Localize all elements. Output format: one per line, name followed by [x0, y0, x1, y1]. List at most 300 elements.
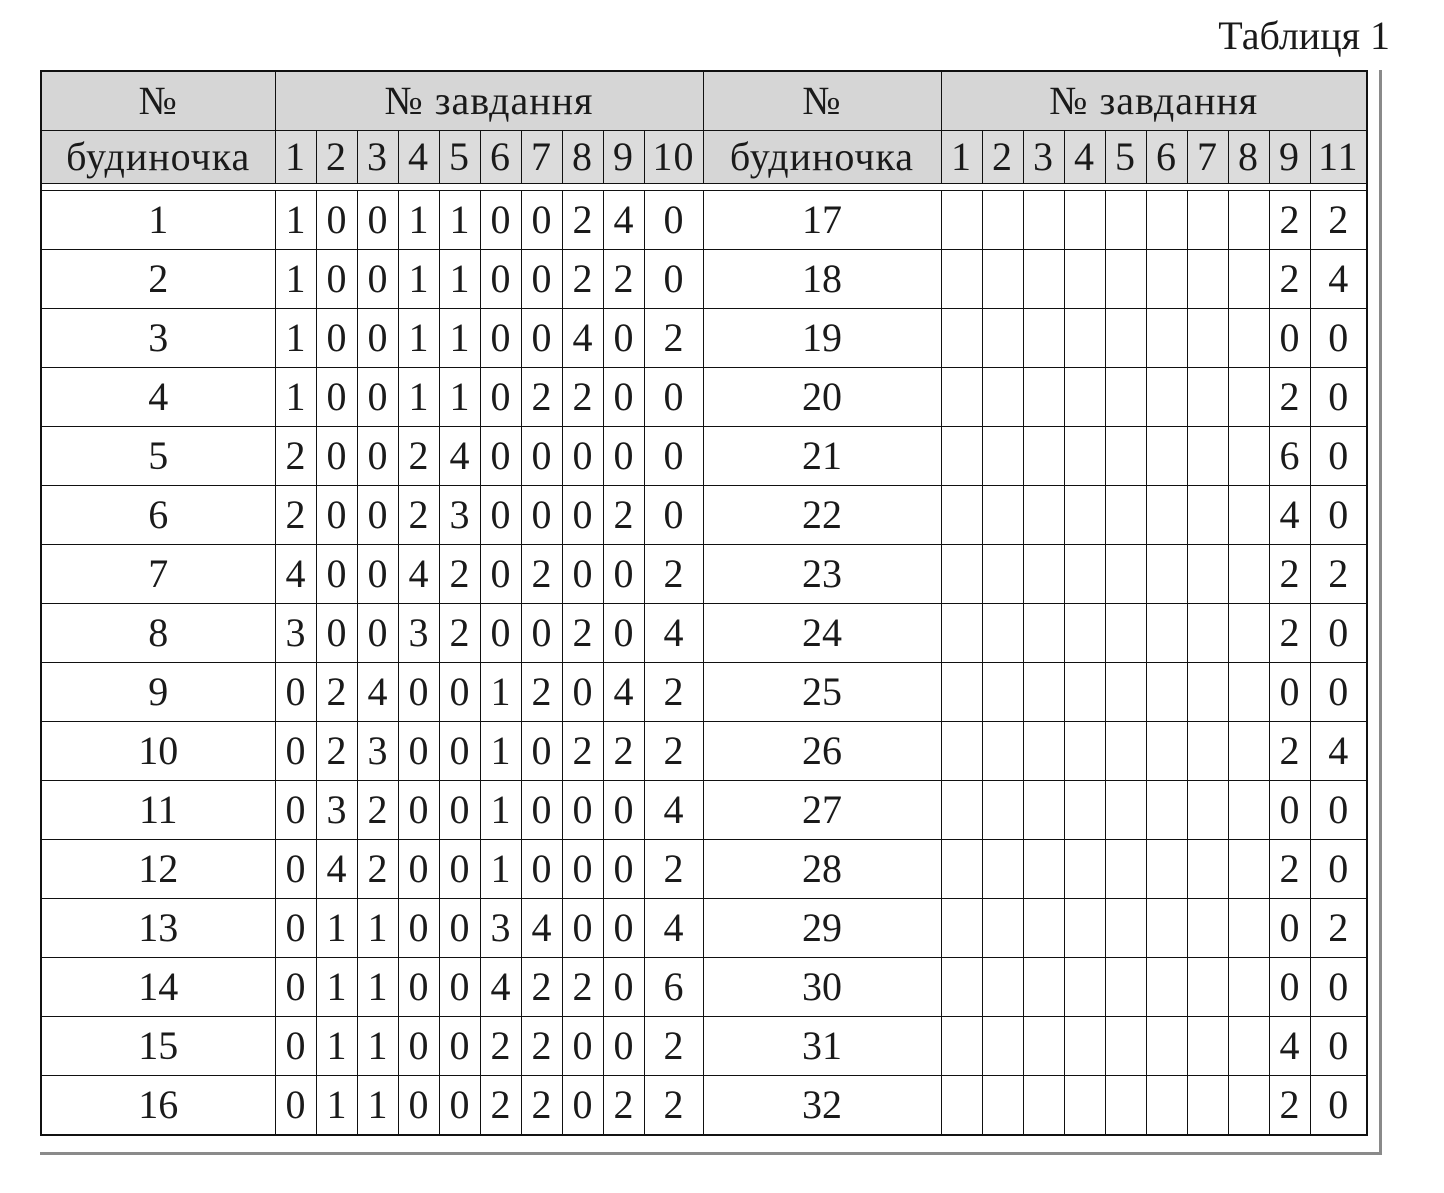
- score-cell: 0: [603, 545, 644, 604]
- score-cell: 1: [398, 191, 439, 250]
- score-cell: 1: [480, 840, 521, 899]
- left-task-number: 8: [562, 131, 603, 184]
- score-cell: [1146, 250, 1187, 309]
- score-cell: 0: [521, 840, 562, 899]
- score-cell: 0: [603, 1017, 644, 1076]
- score-cell: 1: [275, 250, 316, 309]
- left-task-number: 10: [644, 131, 703, 184]
- score-cell: [1228, 781, 1269, 840]
- score-cell: [1187, 958, 1228, 1017]
- right-task-number: 3: [1023, 131, 1064, 184]
- score-cell: [1187, 545, 1228, 604]
- score-cell: [1064, 604, 1105, 663]
- score-cell: [1064, 722, 1105, 781]
- right-task-number: 11: [1310, 131, 1367, 184]
- score-cell: 0: [644, 486, 703, 545]
- score-cell: 0: [644, 368, 703, 427]
- house-number: 7: [41, 545, 275, 604]
- score-cell: 2: [521, 1076, 562, 1136]
- right-task-number: 2: [982, 131, 1023, 184]
- house-number: 17: [703, 191, 941, 250]
- score-cell: 0: [1269, 663, 1310, 722]
- score-cell: [1064, 663, 1105, 722]
- score-cell: 4: [275, 545, 316, 604]
- score-cell: 0: [521, 191, 562, 250]
- score-cell: 2: [1269, 545, 1310, 604]
- score-cell: 0: [439, 663, 480, 722]
- score-cell: 3: [275, 604, 316, 663]
- score-cell: 0: [644, 250, 703, 309]
- score-cell: [1105, 781, 1146, 840]
- score-cell: 0: [562, 1076, 603, 1136]
- score-cell: [1064, 191, 1105, 250]
- score-cell: 0: [480, 427, 521, 486]
- right-task-number: 5: [1105, 131, 1146, 184]
- score-cell: [1146, 958, 1187, 1017]
- house-number: 1: [41, 191, 275, 250]
- score-cell: 2: [1310, 899, 1367, 958]
- score-cell: [1228, 545, 1269, 604]
- score-cell: 1: [398, 368, 439, 427]
- score-cell: 1: [439, 250, 480, 309]
- score-cell: 0: [1310, 958, 1367, 1017]
- score-cell: 2: [1269, 722, 1310, 781]
- left-task-number: 4: [398, 131, 439, 184]
- score-cell: [1228, 722, 1269, 781]
- score-cell: 2: [1269, 840, 1310, 899]
- score-cell: 1: [398, 309, 439, 368]
- house-number: 8: [41, 604, 275, 663]
- score-cell: 0: [398, 958, 439, 1017]
- score-cell: [1187, 840, 1228, 899]
- table-row: [41, 545, 1367, 604]
- score-cell: 0: [562, 840, 603, 899]
- score-cell: [1105, 250, 1146, 309]
- score-cell: 0: [357, 309, 398, 368]
- house-number: 22: [703, 486, 941, 545]
- score-cell: [982, 1017, 1023, 1076]
- score-cell: 2: [603, 486, 644, 545]
- score-cell: 1: [357, 899, 398, 958]
- score-cell: 2: [521, 663, 562, 722]
- score-cell: 0: [480, 368, 521, 427]
- house-number: 5: [41, 427, 275, 486]
- score-cell: 2: [480, 1076, 521, 1136]
- score-cell: 0: [275, 663, 316, 722]
- score-cell: 0: [480, 309, 521, 368]
- score-cell: 0: [439, 1017, 480, 1076]
- score-cell: [1187, 899, 1228, 958]
- score-cell: [941, 840, 982, 899]
- house-number: 24: [703, 604, 941, 663]
- score-cell: 0: [439, 899, 480, 958]
- score-cell: 2: [1269, 250, 1310, 309]
- score-cell: [982, 840, 1023, 899]
- score-cell: 4: [439, 427, 480, 486]
- score-cell: 0: [398, 899, 439, 958]
- left-house-label-top: №: [41, 71, 275, 131]
- score-cell: 2: [603, 1076, 644, 1136]
- score-cell: 0: [480, 486, 521, 545]
- score-cell: 4: [1310, 722, 1367, 781]
- score-cell: 0: [357, 545, 398, 604]
- house-number: 11: [41, 781, 275, 840]
- left-task-number: 9: [603, 131, 644, 184]
- score-cell: [1064, 899, 1105, 958]
- left-task-number: 5: [439, 131, 480, 184]
- score-cell: 3: [357, 722, 398, 781]
- score-cell: [941, 1017, 982, 1076]
- score-cell: [1023, 191, 1064, 250]
- score-cell: [1187, 368, 1228, 427]
- table-row: [41, 250, 1367, 309]
- score-cell: 1: [480, 781, 521, 840]
- house-number: 14: [41, 958, 275, 1017]
- score-cell: 4: [357, 663, 398, 722]
- right-task-number: 4: [1064, 131, 1105, 184]
- score-cell: 0: [316, 545, 357, 604]
- score-cell: [982, 663, 1023, 722]
- score-cell: 1: [439, 368, 480, 427]
- score-cell: 0: [316, 191, 357, 250]
- table-row: [41, 840, 1367, 899]
- score-cell: 0: [398, 1076, 439, 1136]
- score-cell: [1228, 840, 1269, 899]
- header-row-bottom: [41, 131, 1367, 184]
- house-number: 26: [703, 722, 941, 781]
- score-cell: [1187, 1076, 1228, 1136]
- score-cell: [941, 1076, 982, 1136]
- score-cell: 0: [1269, 899, 1310, 958]
- score-cell: 0: [603, 427, 644, 486]
- score-cell: 4: [1269, 486, 1310, 545]
- house-number: 12: [41, 840, 275, 899]
- house-number: 19: [703, 309, 941, 368]
- table-caption: Таблиця 1: [1218, 13, 1390, 58]
- score-cell: [1105, 191, 1146, 250]
- score-cell: 2: [439, 545, 480, 604]
- left-task-number: 3: [357, 131, 398, 184]
- score-cell: 0: [1310, 309, 1367, 368]
- score-cell: 0: [603, 958, 644, 1017]
- score-cell: 0: [1269, 781, 1310, 840]
- table-row: [41, 191, 1367, 250]
- house-number: 3: [41, 309, 275, 368]
- score-cell: 4: [521, 899, 562, 958]
- score-cell: 0: [521, 781, 562, 840]
- score-cell: 1: [398, 250, 439, 309]
- score-cell: 0: [480, 191, 521, 250]
- score-cell: 2: [398, 486, 439, 545]
- score-cell: 0: [316, 427, 357, 486]
- score-cell: [941, 368, 982, 427]
- score-cell: 2: [644, 1017, 703, 1076]
- house-number: 10: [41, 722, 275, 781]
- score-cell: [1146, 368, 1187, 427]
- score-cell: 1: [275, 309, 316, 368]
- score-cell: [1228, 604, 1269, 663]
- score-cell: 1: [316, 1017, 357, 1076]
- score-cell: [1064, 486, 1105, 545]
- score-cell: 2: [521, 368, 562, 427]
- score-cell: 0: [1310, 368, 1367, 427]
- score-cell: 1: [480, 722, 521, 781]
- score-cell: 2: [275, 427, 316, 486]
- score-cell: 0: [398, 722, 439, 781]
- right-house-label-bottom: будиночка: [703, 131, 941, 184]
- score-cell: [982, 604, 1023, 663]
- score-cell: 4: [1269, 1017, 1310, 1076]
- score-cell: [1146, 309, 1187, 368]
- score-cell: 0: [316, 486, 357, 545]
- score-cell: 2: [521, 958, 562, 1017]
- header-row-top: [41, 71, 1367, 131]
- score-cell: 4: [603, 191, 644, 250]
- score-cell: [1064, 368, 1105, 427]
- score-cell: 0: [275, 1076, 316, 1136]
- house-number: 25: [703, 663, 941, 722]
- score-cell: 0: [562, 663, 603, 722]
- score-cell: [1146, 486, 1187, 545]
- score-cell: [1228, 663, 1269, 722]
- score-cell: 2: [1269, 368, 1310, 427]
- score-cell: 0: [480, 604, 521, 663]
- score-cell: 1: [480, 663, 521, 722]
- score-cell: 0: [1310, 781, 1367, 840]
- score-cell: [982, 958, 1023, 1017]
- house-number: 30: [703, 958, 941, 1017]
- score-cell: [1228, 191, 1269, 250]
- score-cell: 1: [316, 1076, 357, 1136]
- score-cell: 1: [357, 958, 398, 1017]
- score-cell: 4: [562, 309, 603, 368]
- score-cell: [1146, 1017, 1187, 1076]
- house-number: 6: [41, 486, 275, 545]
- score-cell: 2: [562, 191, 603, 250]
- score-cell: [941, 427, 982, 486]
- score-cell: [1064, 1017, 1105, 1076]
- score-cell: [1105, 840, 1146, 899]
- score-cell: 2: [521, 545, 562, 604]
- score-cell: 0: [316, 604, 357, 663]
- score-cell: [1228, 309, 1269, 368]
- house-number: 15: [41, 1017, 275, 1076]
- score-cell: 0: [275, 1017, 316, 1076]
- left-task-number: 1: [275, 131, 316, 184]
- score-cell: 0: [439, 840, 480, 899]
- score-cell: 0: [562, 1017, 603, 1076]
- score-cell: 0: [439, 722, 480, 781]
- score-cell: 0: [644, 427, 703, 486]
- score-cell: [1187, 781, 1228, 840]
- score-cell: [1146, 427, 1187, 486]
- score-cell: [1146, 781, 1187, 840]
- right-task-number: 1: [941, 131, 982, 184]
- score-cell: [1228, 427, 1269, 486]
- left-house-label-bottom: будиночка: [41, 131, 275, 184]
- score-cell: [1064, 840, 1105, 899]
- score-cell: 0: [1310, 1017, 1367, 1076]
- score-cell: [1064, 545, 1105, 604]
- score-cell: [1023, 250, 1064, 309]
- score-cell: 0: [1310, 427, 1367, 486]
- table-row: [41, 663, 1367, 722]
- score-cell: 1: [357, 1017, 398, 1076]
- score-cell: 2: [644, 663, 703, 722]
- score-cell: [941, 899, 982, 958]
- score-cell: [1105, 604, 1146, 663]
- score-cell: 4: [644, 781, 703, 840]
- score-cell: 2: [562, 604, 603, 663]
- house-number: 29: [703, 899, 941, 958]
- score-cell: 0: [1310, 486, 1367, 545]
- house-number: 4: [41, 368, 275, 427]
- score-cell: 0: [521, 486, 562, 545]
- score-cell: [1146, 604, 1187, 663]
- score-cell: 0: [562, 899, 603, 958]
- left-task-number: 6: [480, 131, 521, 184]
- score-cell: 3: [439, 486, 480, 545]
- score-cell: 0: [480, 250, 521, 309]
- score-cell: [1187, 427, 1228, 486]
- score-cell: 1: [275, 191, 316, 250]
- score-cell: [1023, 722, 1064, 781]
- score-cell: [1228, 1017, 1269, 1076]
- score-cell: [982, 191, 1023, 250]
- score-cell: [1023, 958, 1064, 1017]
- score-cell: 0: [1269, 309, 1310, 368]
- house-number: 21: [703, 427, 941, 486]
- score-cell: [982, 309, 1023, 368]
- score-cell: [941, 309, 982, 368]
- table-row: [41, 309, 1367, 368]
- score-cell: [1023, 486, 1064, 545]
- table-row: [41, 604, 1367, 663]
- score-cell: [1187, 1017, 1228, 1076]
- house-number: 28: [703, 840, 941, 899]
- score-cell: [941, 604, 982, 663]
- score-cell: [1023, 368, 1064, 427]
- score-cell: 1: [439, 309, 480, 368]
- score-cell: 0: [357, 368, 398, 427]
- score-cell: [1146, 899, 1187, 958]
- score-cell: [941, 722, 982, 781]
- score-cell: [1187, 604, 1228, 663]
- score-cell: 0: [316, 368, 357, 427]
- score-cell: 0: [398, 1017, 439, 1076]
- table-row: [41, 1017, 1367, 1076]
- score-cell: 0: [275, 840, 316, 899]
- score-cell: [1023, 899, 1064, 958]
- score-cell: [1105, 722, 1146, 781]
- score-cell: 2: [275, 486, 316, 545]
- score-cell: [1023, 781, 1064, 840]
- score-cell: 1: [316, 899, 357, 958]
- score-cell: 4: [1310, 250, 1367, 309]
- house-number: 16: [41, 1076, 275, 1136]
- score-cell: 2: [1310, 545, 1367, 604]
- score-cell: [1228, 368, 1269, 427]
- score-cell: [1105, 309, 1146, 368]
- score-cell: [1146, 840, 1187, 899]
- score-cell: 2: [316, 722, 357, 781]
- score-cell: 0: [357, 191, 398, 250]
- score-cell: 2: [1269, 604, 1310, 663]
- house-number: 23: [703, 545, 941, 604]
- score-cell: 0: [439, 781, 480, 840]
- score-cell: [982, 486, 1023, 545]
- score-cell: 2: [439, 604, 480, 663]
- score-cell: 0: [603, 781, 644, 840]
- score-cell: [1187, 250, 1228, 309]
- score-cell: 0: [644, 191, 703, 250]
- table-row: [41, 781, 1367, 840]
- score-cell: 2: [644, 309, 703, 368]
- score-cell: [1146, 722, 1187, 781]
- score-cell: [1105, 427, 1146, 486]
- house-number: 18: [703, 250, 941, 309]
- score-cell: 0: [603, 840, 644, 899]
- score-cell: 0: [316, 309, 357, 368]
- score-cell: 2: [603, 250, 644, 309]
- right-house-label-top: №: [703, 71, 941, 131]
- score-cell: 0: [357, 486, 398, 545]
- score-cell: 2: [644, 840, 703, 899]
- score-cell: 0: [603, 309, 644, 368]
- left-task-number: 7: [521, 131, 562, 184]
- score-cell: [1023, 309, 1064, 368]
- score-cell: [982, 722, 1023, 781]
- score-cell: 1: [439, 191, 480, 250]
- score-cell: 2: [603, 722, 644, 781]
- score-cell: 2: [316, 663, 357, 722]
- score-cell: 0: [275, 781, 316, 840]
- score-cell: 0: [1310, 840, 1367, 899]
- house-number: 20: [703, 368, 941, 427]
- score-cell: [1105, 663, 1146, 722]
- score-cell: 2: [562, 250, 603, 309]
- score-cell: [982, 545, 1023, 604]
- score-cell: [1187, 663, 1228, 722]
- score-cell: 0: [521, 250, 562, 309]
- score-cell: [1064, 1076, 1105, 1136]
- score-cell: [941, 250, 982, 309]
- score-cell: 0: [562, 545, 603, 604]
- score-cell: [1105, 1017, 1146, 1076]
- score-cell: 2: [357, 781, 398, 840]
- score-cell: [982, 781, 1023, 840]
- left-task-number: 2: [316, 131, 357, 184]
- right-task-number: 7: [1187, 131, 1228, 184]
- score-cell: [1023, 840, 1064, 899]
- left-task-label: № завдання: [275, 71, 703, 131]
- score-cell: 2: [562, 368, 603, 427]
- score-cell: [1228, 899, 1269, 958]
- score-cell: [1023, 663, 1064, 722]
- score-cell: 2: [644, 722, 703, 781]
- score-cell: 4: [603, 663, 644, 722]
- score-cell: 0: [1310, 604, 1367, 663]
- score-cell: 0: [562, 486, 603, 545]
- right-task-label: № завдання: [941, 71, 1367, 131]
- score-cell: [1064, 781, 1105, 840]
- score-cell: 2: [357, 840, 398, 899]
- score-cell: [1146, 663, 1187, 722]
- table-row: [41, 1076, 1367, 1136]
- score-cell: 0: [398, 663, 439, 722]
- score-cell: 2: [644, 1076, 703, 1136]
- score-cell: 0: [603, 604, 644, 663]
